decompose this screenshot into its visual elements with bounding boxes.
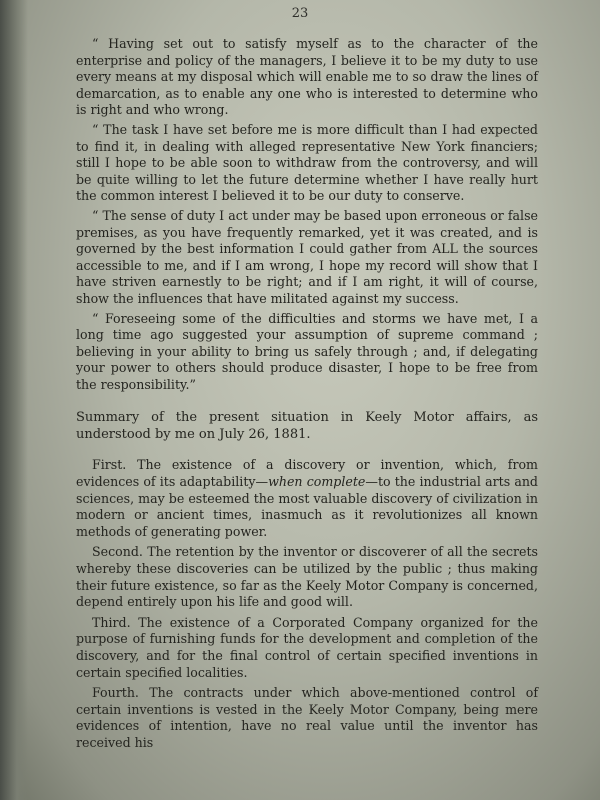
summary-heading: Summary of the present situation in Keely Motor affairs, as understood by me on July 26, 1881.	[76, 410, 538, 443]
page-number: 23	[291, 6, 309, 21]
section-second: Second. The retention by the inventor or discoverer of all the secrets whereby these discoveries can be utilized by the public ; thus making their future existence, so far as the Keely Motor Company is concerned, depend entirely upon his life and good will.	[76, 544, 538, 610]
quote-paragraph-2: “ The task I have set before me is more difficult than I had expected to find it, in dealing with alleged representative New York financiers; still I hope to be able soon to withdraw from the controversy, and will be quite willing to let the future determine whether I have really hurt the common interest I believed it to be our duty to conserve.	[76, 121, 538, 204]
binding-shadow	[0, 0, 28, 800]
section-first-emphasis: when complete	[268, 474, 366, 490]
section-fourth: Fourth. The contracts under which above-mentioned control of certain inventions is vested in the Keely Motor Company, being mere evidences of intention, have no real value until the inventor has received his	[76, 685, 538, 750]
quote-paragraph-1: “ Having set out to satisfy myself as to the character of the enterprise and policy of the managers, I believe it to be my duty to use every means at my disposal which will enable me to so draw the lines of demarcation, as to enable any one who is interested to determine who is right and who wrong.	[76, 36, 538, 118]
section-first-intro: First. The existence of a discovery or invention, which, from evidences of its adaptability—	[76, 457, 538, 490]
section-third: Third. The existence of a Corporated Company organized for the purpose of furnishing funds for the development and completion of the discovery, and for the final control of certain specified inventions in certain specified localities.	[76, 614, 538, 680]
section-first-rest: —to the industrial arts and sciences, may be esteemed the most valuable discovery of civilization in modern or ancient times, inasmuch as it revolutionizes all known methods of generating power.	[76, 474, 538, 539]
quote-paragraph-4: “ Foreseeing some of the difficulties and storms we have met, I a long time ago suggested your assumption of supreme command ; believing in your ability to bring us safely through ; and, if delegating your power to others should produce disaster, I hope to be free from the responsibility.”	[76, 310, 538, 392]
quote-paragraph-3: “ The sense of duty I act under may be based upon erroneous or false premises, as you have frequently remarked, yet it was created, and is governed by the best information I could gather from ALL the sources accessible to me, and if I am wrong, I hope my record will show that I have striven earnestly to be right; and if I am right, it will of course, show the influences that have militated against my success.	[76, 207, 538, 306]
page-body	[76, 36, 538, 756]
section-first	[76, 457, 538, 540]
